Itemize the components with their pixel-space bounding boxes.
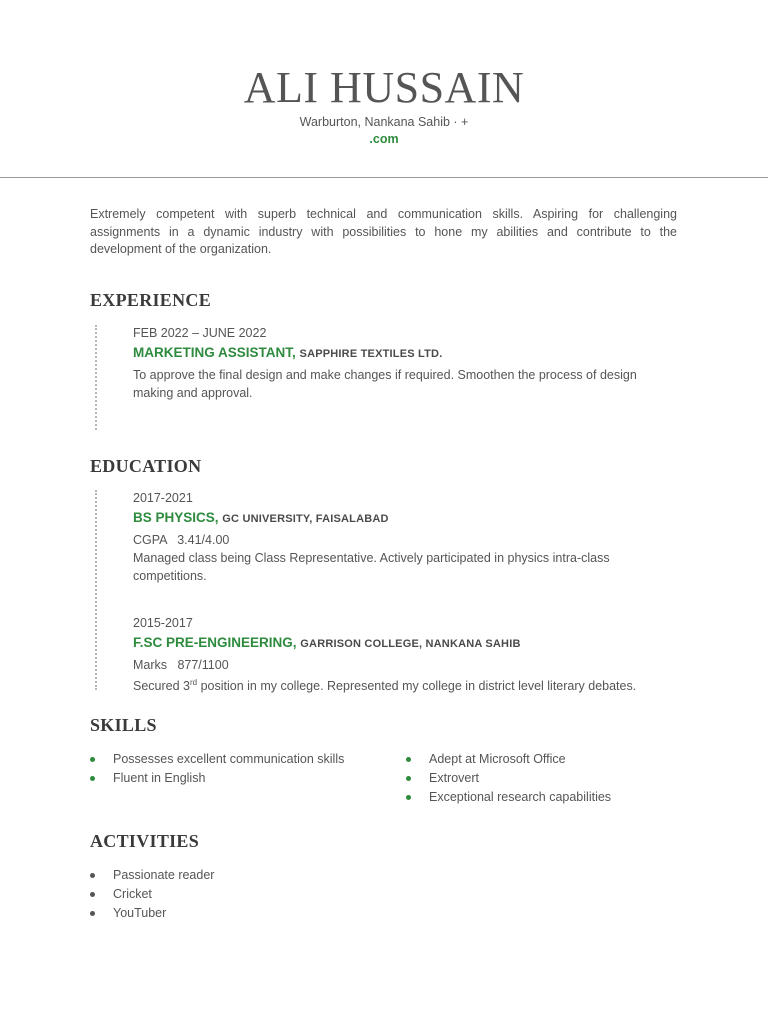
- activities-list: [90, 866, 390, 923]
- education-description: [133, 674, 673, 695]
- experience-job-title: MARKETING ASSISTANT,: [133, 345, 296, 360]
- bullet-icon: [90, 873, 95, 878]
- education-entry: [133, 490, 673, 585]
- bullet-icon: [406, 795, 411, 800]
- education-institution: GARRISON COLLEGE, NANKANA SAHIB: [300, 638, 521, 650]
- bullet-icon: [90, 911, 95, 916]
- experience-heading: EXPERIENCE: [90, 290, 212, 310]
- education-grade: Marks 877/1100: [133, 658, 229, 672]
- activity-text: YouTuber: [113, 906, 167, 920]
- education-degree: F.SC PRE-ENGINEERING,: [133, 635, 297, 650]
- experience-timeline-line: [95, 325, 97, 430]
- education-description-text: position in my college. Represented my college in district level literary debates.: [197, 679, 637, 694]
- education-entry: [133, 615, 673, 695]
- contact-line: Warburton, Nankana Sahib · +: [299, 115, 469, 129]
- education-date: 2017-2021: [133, 491, 193, 505]
- bullet-icon: [90, 776, 95, 781]
- education-institution: GC UNIVERSITY, FAISALABAD: [222, 513, 389, 525]
- ordinal-suffix: rd: [189, 678, 198, 687]
- skills-heading: SKILLS: [90, 715, 157, 735]
- education-description-text: Secured 3: [133, 679, 190, 694]
- education-degree-line: [133, 633, 673, 654]
- skill-text: Exceptional research capabilities: [429, 790, 612, 804]
- experience-title-line: [133, 343, 673, 364]
- activity-text: Passionate reader: [113, 868, 215, 882]
- list-item: [90, 750, 390, 769]
- list-item: [90, 769, 390, 788]
- bullet-icon: [406, 757, 411, 762]
- education-date: 2015-2017: [133, 616, 193, 630]
- experience-date: FEB 2022 – JUNE 2022: [133, 326, 267, 340]
- activity-text: Cricket: [113, 887, 152, 901]
- education-description: Managed class being Class Representative. Actively participated in physics intra-class competitions.: [133, 551, 610, 583]
- activities-heading: ACTIVITIES: [90, 831, 200, 851]
- list-item: [406, 750, 706, 769]
- skills-list-right: [406, 750, 706, 807]
- bullet-icon: [406, 776, 411, 781]
- skills-list-left: [90, 750, 390, 788]
- list-item: [90, 885, 390, 904]
- experience-entry: [133, 325, 673, 402]
- skill-text: Possesses excellent communication skills: [113, 752, 345, 766]
- education-timeline-line: [95, 490, 97, 690]
- experience-description: To approve the final design and make changes if required. Smoothen the process of design making and approval.: [133, 368, 637, 400]
- list-item: [90, 904, 390, 923]
- skill-text: Extrovert: [429, 771, 480, 785]
- experience-company: SAPPHIRE TEXTILES LTD.: [299, 348, 443, 360]
- skill-text: Adept at Microsoft Office: [429, 752, 566, 766]
- bullet-icon: [90, 757, 95, 762]
- list-item: [406, 788, 706, 807]
- header-divider: [0, 177, 768, 178]
- summary-paragraph: Extremely competent with superb technical and communication skills. Aspiring for challenging assignments in a dynamic industry with possibilities to hone my abilities and contribute to the development of the organization.: [90, 207, 677, 256]
- resume-name: ALI HUSSAIN: [243, 63, 525, 112]
- email-link[interactable]: .com: [369, 132, 399, 146]
- list-item: [406, 769, 706, 788]
- education-grade: CGPA 3.41/4.00: [133, 533, 230, 547]
- skill-text: Fluent in English: [113, 771, 206, 785]
- education-degree-line: [133, 508, 673, 529]
- list-item: [90, 866, 390, 885]
- bullet-icon: [90, 892, 95, 897]
- education-heading: EDUCATION: [90, 456, 202, 476]
- education-degree: BS PHYSICS,: [133, 510, 219, 525]
